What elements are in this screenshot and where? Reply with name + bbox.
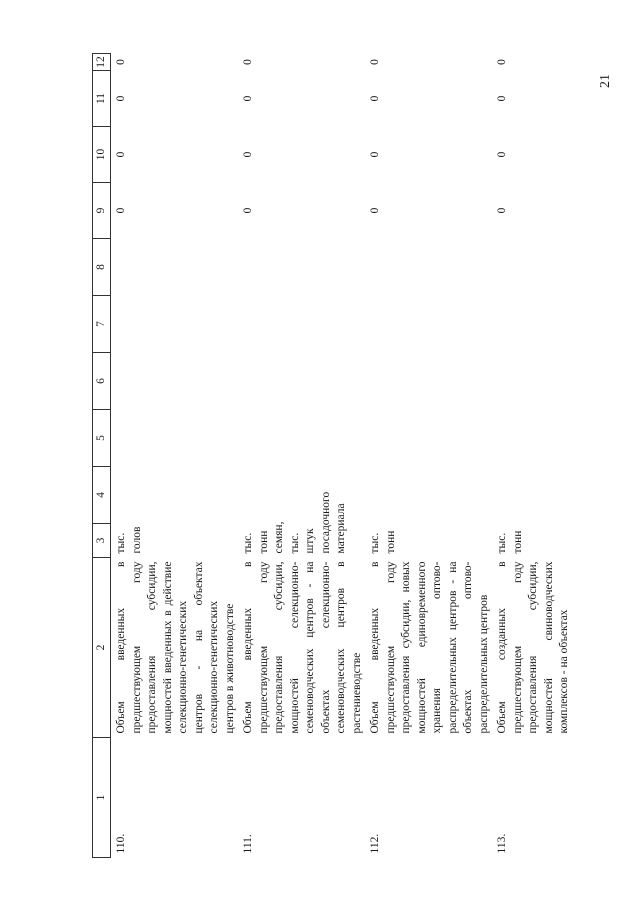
empty-cell	[492, 410, 635, 467]
empty-cell	[238, 239, 365, 296]
empty-cell	[111, 296, 239, 353]
value-cell: 0	[242, 151, 254, 158]
column-header: 12	[93, 54, 111, 71]
column-header: 4	[93, 467, 111, 524]
page-number: 21	[598, 74, 613, 88]
value-cell: 0	[115, 59, 127, 65]
indicator-table	[92, 53, 635, 858]
column-header: 7	[93, 296, 111, 353]
row-number: 110.	[115, 833, 127, 854]
column-header: 5	[93, 410, 111, 467]
empty-cell	[365, 296, 492, 353]
value-cell: 0	[242, 95, 254, 102]
value-cell: 0	[496, 207, 508, 214]
value-cell: 0	[496, 95, 508, 102]
empty-cell	[365, 410, 492, 467]
empty-cell	[492, 353, 635, 410]
column-header: 6	[93, 353, 111, 410]
value-cell: 0	[369, 95, 381, 102]
column-header: 9	[93, 183, 111, 239]
indicator-text: Объем введенных в предшествующем году предоставления субсидии, мощностей селекционно-семеноводческих центров - на объектах селекционно-семеноводческих центров в растениеводстве	[242, 561, 363, 734]
table-row	[111, 54, 239, 858]
row-number: 113.	[496, 833, 508, 854]
empty-cell	[492, 296, 635, 353]
row-number: 112.	[369, 833, 381, 854]
column-header: 3	[93, 524, 111, 558]
empty-cell	[111, 239, 239, 296]
rotated-table-container	[92, 54, 620, 858]
column-header: 2	[93, 558, 111, 738]
unit-cell: тыс. тонн	[496, 530, 524, 554]
unit-cell: тыс. голов	[115, 526, 143, 554]
value-cell: 0	[369, 207, 381, 214]
empty-cell	[365, 239, 492, 296]
row-number: 111.	[242, 834, 254, 854]
table-row	[238, 54, 365, 858]
value-cell: 0	[369, 59, 381, 65]
table-row	[492, 54, 635, 858]
indicator-text: Объем созданных в предшествующем году предоставления субсидии, мощностей свиноводческих комплексов - на объектах	[496, 561, 570, 734]
empty-cell	[492, 239, 635, 296]
empty-cell	[111, 467, 239, 524]
value-cell: 0	[496, 151, 508, 158]
table-row	[365, 54, 492, 858]
value-cell: 0	[242, 207, 254, 214]
column-header: 10	[93, 127, 111, 183]
value-cell: 0	[115, 151, 127, 158]
table-header	[93, 54, 111, 858]
empty-cell	[238, 353, 365, 410]
column-header: 1	[93, 738, 111, 858]
empty-cell	[492, 467, 635, 524]
column-header: 8	[93, 239, 111, 296]
value-cell: 0	[496, 59, 508, 65]
column-header: 11	[93, 71, 111, 127]
unit-cell: тыс. тонн семян, тыс. штук посадочного материала	[242, 491, 347, 554]
value-cell: 0	[115, 207, 127, 214]
empty-cell	[238, 296, 365, 353]
empty-cell	[365, 467, 492, 524]
empty-cell	[365, 353, 492, 410]
empty-cell	[111, 410, 239, 467]
empty-cell	[111, 353, 239, 410]
value-cell: 0	[369, 151, 381, 158]
empty-cell	[238, 410, 365, 467]
indicator-text: Объем введенных в предшествующем году предоставления субсидии, мощностей введенных в действие селекционно-генетических центров - на объектах селекционно-генетических центров в животноводстве	[115, 561, 236, 734]
indicator-text: Объем введенных в предшествующем году предоставления субсидии, новых мощностей единовременного хранения оптово-распределительных центров - на объектах оптово-распределительных центров	[369, 561, 490, 734]
value-cell: 0	[242, 59, 254, 65]
unit-cell: тыс. тонн	[369, 530, 397, 554]
value-cell: 0	[115, 95, 127, 102]
